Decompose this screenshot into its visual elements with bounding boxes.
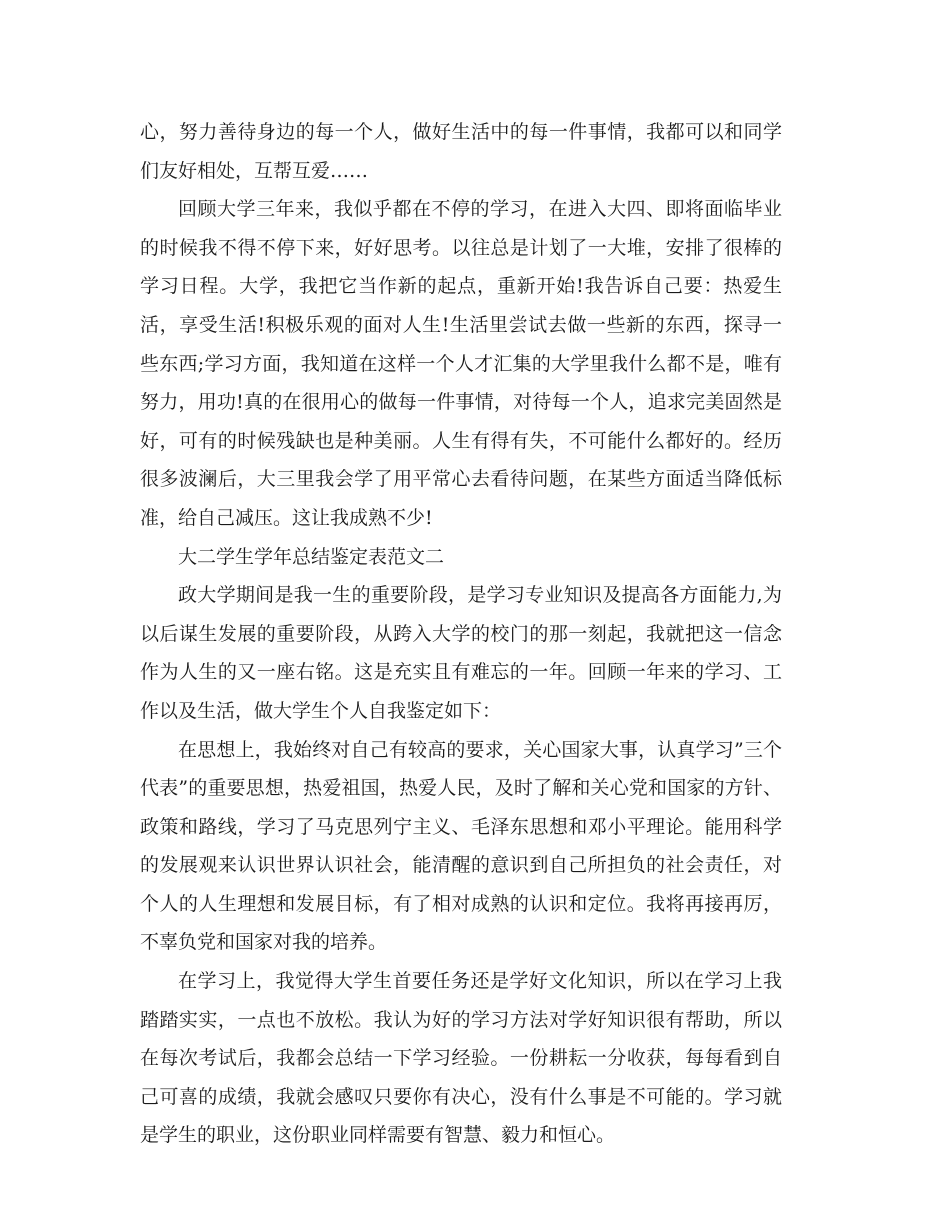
paragraph-intro: 政大学期间是我一生的重要阶段，是学习专业知识及提高各方面能力,为以后谋生发展的重要阶段，从跨入大学的校门的那一刻起，我就把这一信念作为人生的又一座右铭。这是充实且有难忘的一年。回顾一年来的学习、工作以及生活，做大学生个人自我鉴定如下：: [140, 584, 782, 722]
paragraph-review: 回顾大学三年来，我似乎都在不停的学习，在进入大四、即将面临毕业的时候我不得不停下来，好好思考。以往总是计划了一大堆，安排了很棒的学习日程。大学，我把它当作新的起点，重新开始!我告诉自己要：热爱生活，享受生活!积极乐观的面对人生!生活里尝试去做一些新的东西，探寻一些东西;学习方面，我知道在这样一个人才汇集的大学里我什么都不是，唯有努力，用功!真的在很用心的做每一件事情，对待每一个人，追求完美固然是好，可有的时候残缺也是种美丽。人生有得有失，不可能什么都好的。经历很多波澜后，大三里我会学了用平常心去看待问题，在某些方面适当降低标准，给自己减压。这让我成熟不少!: [140, 198, 782, 529]
paragraph-ideology: 在思想上，我始终对自己有较高的要求，关心国家大事，认真学习”三个代表”的重要思想，热爱祖国，热爱人民，及时了解和关心党和国家的方针、政策和路线，学习了马克思列宁主义、毛泽东思想和邓小平理论。能用科学的发展观来认识世界认识社会，能清醒的意识到自己所担负的社会责任，对个人的人生理想和发展目标，有了相对成熟的认识和定位。我将再接再厉，不辜负党和国家对我的培养。: [140, 738, 782, 954]
section-heading: 大二学生学年总结鉴定表范文二: [178, 545, 445, 568]
paragraph-continuation: 心，努力善待身边的每一个人，做好生活中的每一件事情，我都可以和同学们友好相处，互帮互爱……: [140, 121, 782, 182]
paragraph-study: 在学习上，我觉得大学生首要任务还是学好文化知识，所以在学习上我踏踏实实，一点也不放松。我认为好的学习方法对学好知识很有帮助，所以在每次考试后，我都会总结一下学习经验。一份耕耘一分收获，每每看到自己可喜的成绩，我就会感叹只要你有决心，没有什么事是不可能的。学习就是学生的职业，这份职业同样需要有智慧、毅力和恒心。: [140, 970, 782, 1147]
